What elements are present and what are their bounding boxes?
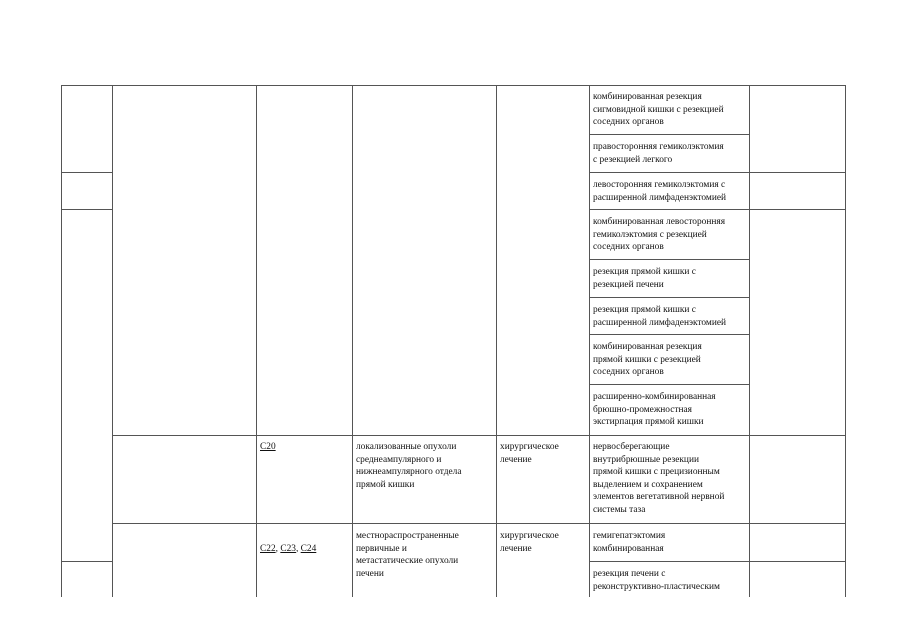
procedure-cell: гемигепатэктомия комбинированная <box>593 531 666 554</box>
icd-code-link[interactable]: C24 <box>300 543 317 554</box>
condition-cell: местнораспространенные первичные и метастатические опухоли печени <box>356 531 459 579</box>
icd-code-list <box>260 530 316 555</box>
column-line-3 <box>352 85 353 597</box>
procedure-cell: комбинированная резекция прямой кишки с резекцией соседних органов <box>593 342 702 378</box>
row-line-c20 <box>112 435 846 436</box>
row-line-proc-3 <box>589 209 846 210</box>
procedure-cell: расширенно-комбинированная брюшно-промежностная экстирпация прямой кишки <box>593 392 716 428</box>
treatment-cell: хирургическое лечение <box>500 531 559 554</box>
row-line-proc-9 <box>589 561 846 562</box>
code-separator: , <box>295 543 301 554</box>
column-line-1 <box>112 85 113 597</box>
icd-code-link[interactable]: C23 <box>280 543 296 554</box>
row-line-proc-2 <box>589 172 846 173</box>
procedure-cell: левосторонняя гемиколэктомия с расширенной лимфаденэктомией <box>593 180 727 203</box>
table-border-right <box>845 85 846 597</box>
treatment-cell: хирургическое лечение <box>500 442 559 465</box>
column-line-2 <box>256 85 257 597</box>
row-line-col1-a <box>61 172 113 173</box>
column-line-6 <box>749 85 750 597</box>
row-line-proc-1 <box>589 134 750 135</box>
row-line-c22 <box>112 523 846 524</box>
column-line-4 <box>496 85 497 597</box>
row-line-col1-b <box>61 209 113 210</box>
row-line-proc-6 <box>589 334 750 335</box>
row-line-proc-5 <box>589 297 750 298</box>
procedure-cell: комбинированная левосторонняя гемиколэктомия с резекцией соседних органов <box>593 217 726 253</box>
table-border-top <box>61 85 846 86</box>
procedure-cell: резекция печени с реконструктивно-пластическим <box>593 569 720 592</box>
row-line-proc-7 <box>589 384 750 385</box>
column-line-5 <box>589 85 590 597</box>
condition-cell: локализованные опухоли среднеампулярного и нижнеампулярного отдела прямой кишки <box>356 442 462 490</box>
procedure-cell: комбинированная резекция сигмовидной кишки с резекцией соседних органов <box>593 92 724 128</box>
row-line-col1-c <box>61 561 113 562</box>
row-line-proc-4 <box>589 259 750 260</box>
icd-code-link[interactable]: C20 <box>260 442 276 452</box>
procedure-cell: резекция прямой кишки с расширенной лимфаденэктомией <box>593 305 727 328</box>
icd-code-link[interactable]: C22 <box>260 543 276 554</box>
procedure-cell: правосторонняя гемиколэктомия с резекцией легкого <box>593 142 724 165</box>
table-border-left <box>61 85 62 597</box>
procedure-cell: резекция прямой кишки с резекцией печени <box>593 267 696 290</box>
procedure-cell: нервосберегающие внутрибрюшные резекции прямой кишки с прецизионным выделением и сохранением элементов вегетативной нервной системы таза <box>593 442 725 515</box>
code-separator: , <box>275 543 281 554</box>
